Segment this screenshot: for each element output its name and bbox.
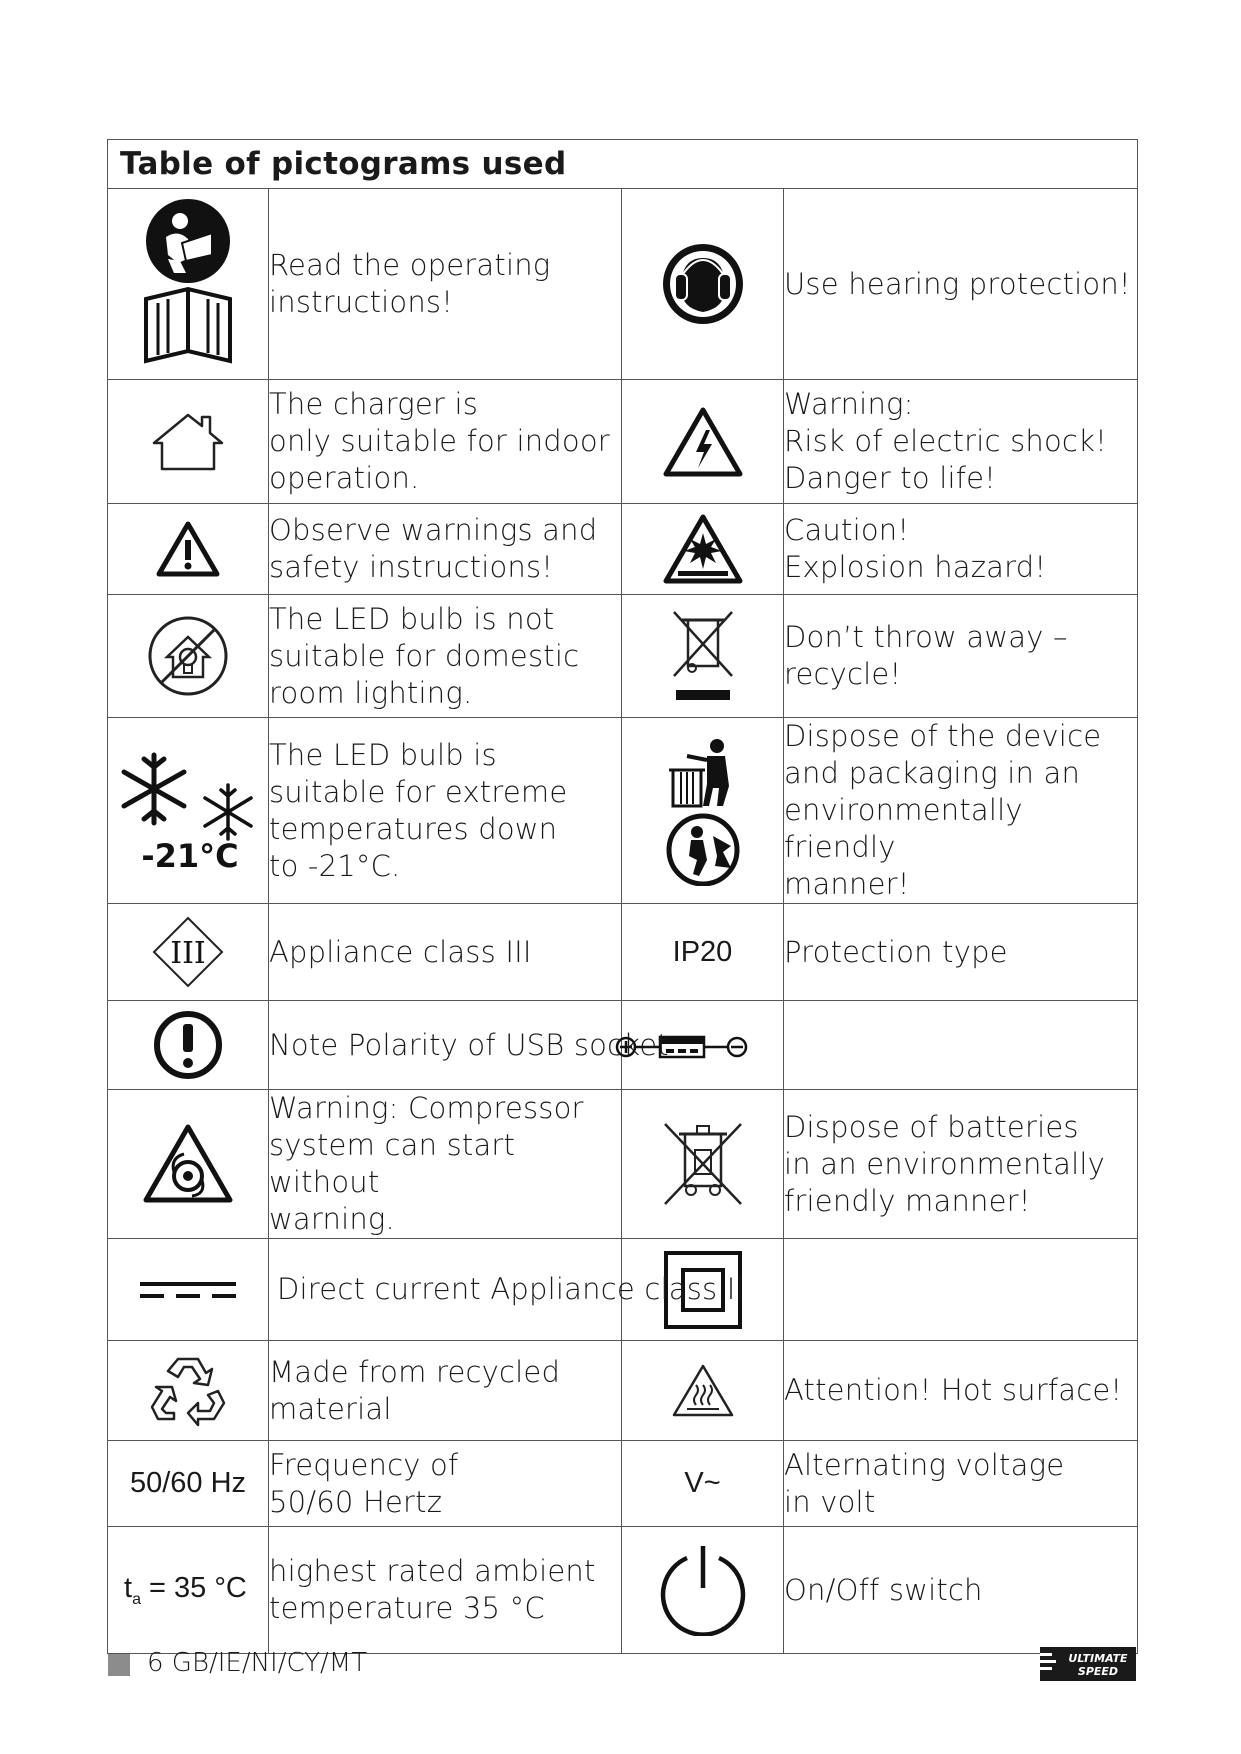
hearing-protection-icon (622, 189, 784, 380)
pictogram-description: highest rated ambient temperature 35 °C (269, 1554, 596, 1625)
pictogram-description: The LED bulb is not suitable for domestic room lighting. (269, 601, 580, 710)
electric-shock-warning-icon (622, 380, 784, 504)
temperature-value: = 35 °C (140, 1571, 247, 1604)
exclamation-circle-icon (108, 1001, 269, 1090)
house-icon (108, 380, 269, 504)
pictogram-description: The LED bulb is suitable for extreme temperatures down to -21°C. (269, 737, 568, 883)
pictogram-description: Warning: Risk of electric shock! Danger to life! (784, 387, 1107, 495)
no-room-lighting-icon (108, 595, 269, 718)
pictogram-description: Frequency of 50/60 Hertz (269, 1447, 459, 1519)
power-switch-icon (622, 1527, 784, 1654)
pictogram-description: Appliance class III (269, 934, 532, 969)
page-number-label: 6 GB/IE/NI/CY/MT (147, 1648, 368, 1678)
table-row (108, 1341, 1138, 1441)
pictogram-description: Use hearing protection! (784, 266, 1131, 301)
read-manual-icon (108, 189, 269, 380)
hot-surface-icon (622, 1341, 784, 1441)
pictogram-description: Warning: Compressor system can start without warning. (269, 1091, 584, 1236)
pictogram-description: Observe warnings and safety instructions! (269, 513, 598, 584)
pictogram-description: Dispose of batteries in an environmentally friendly manner! (784, 1109, 1105, 1218)
pictogram-description: Direct current Appliance class II (277, 1272, 745, 1306)
battery-disposal-icon (622, 1090, 784, 1239)
general-warning-icon (108, 504, 269, 595)
table-heading: Table of pictograms used (108, 140, 1138, 189)
frequency-label: 50/60 Hz (108, 1441, 269, 1527)
pictogram-description: Don’t throw away – recycle! (784, 620, 1068, 691)
pictogram-description: Read the operating instructions! (269, 248, 551, 319)
table-row (108, 1090, 1138, 1239)
temperature-label: -21°C (141, 836, 239, 873)
pictogram-description: Caution! Explosion hazard! (784, 513, 1047, 584)
pictogram-description: Attention! Hot surface! (784, 1373, 1123, 1407)
compressor-warning-icon (108, 1090, 269, 1239)
dispose-recycle-icon (622, 718, 784, 904)
table-row (108, 1239, 1138, 1341)
direct-current-icon (108, 1239, 269, 1341)
pictogram-description: Note Polarity of USB socket (269, 1027, 669, 1062)
table-row (108, 1441, 1138, 1527)
pictogram-table (107, 139, 1138, 1654)
explosion-hazard-icon (622, 504, 784, 595)
crossed-bin-recycle-icon (622, 595, 784, 718)
alternating-voltage-label: V~ (622, 1441, 784, 1527)
pictogram-description: Alternating voltage in volt (784, 1447, 1065, 1519)
svg-text:ULTIMATE: ULTIMATE (1068, 1652, 1128, 1665)
footer-marker (108, 1654, 130, 1676)
temperature-subscript: a (132, 1590, 141, 1608)
pictogram-description: Protection type (784, 934, 1008, 969)
appliance-class-3-icon (108, 904, 269, 1001)
brand-logo (1040, 1647, 1136, 1685)
svg-text:SPEED: SPEED (1077, 1665, 1119, 1678)
table-row (108, 904, 1138, 1001)
recycled-material-icon (108, 1341, 269, 1441)
temperature-symbol: t (124, 1571, 133, 1604)
ip20-label: IP20 (622, 904, 784, 1001)
pictogram-description: On/Off switch (784, 1572, 983, 1607)
table-row (108, 189, 1138, 380)
table-row (108, 1527, 1138, 1654)
pictogram-description: Dispose of the device and packaging in an environmentally friendly manner! (784, 719, 1102, 901)
table-row (108, 718, 1138, 904)
table-row (108, 504, 1138, 595)
class-3-label: III (170, 936, 206, 971)
table-row (108, 595, 1138, 718)
pictogram-description: Made from recycled material (269, 1354, 561, 1426)
table-row (108, 1001, 1138, 1090)
ambient-temperature-label (108, 1527, 269, 1654)
table-row (108, 380, 1138, 504)
cold-temperature-icon (108, 718, 269, 904)
pictogram-description: The charger is only suitable for indoor operation. (269, 387, 610, 495)
